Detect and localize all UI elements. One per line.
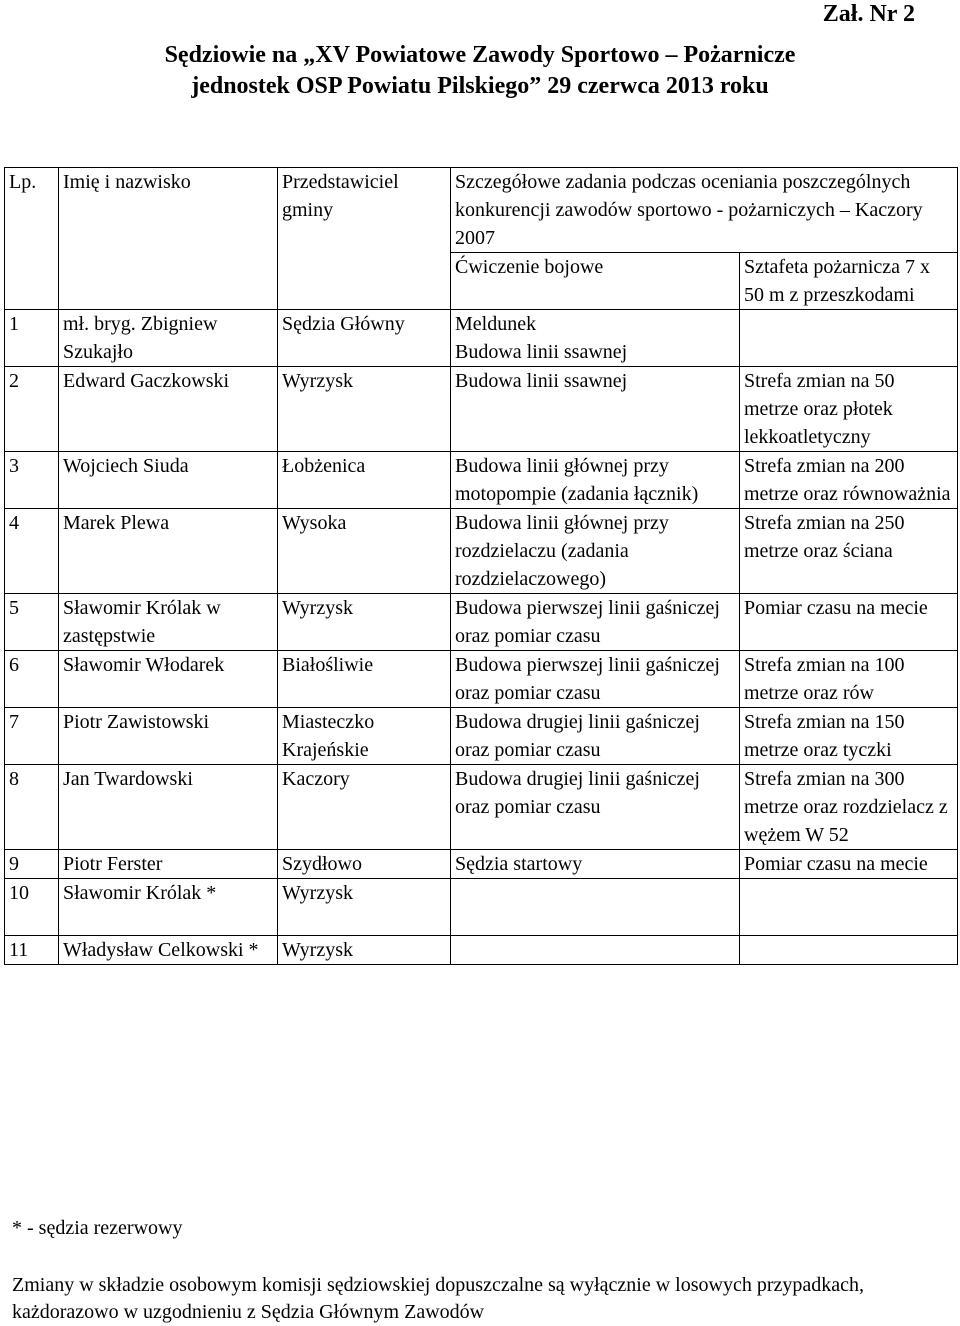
table-row: [5, 367, 958, 452]
attachment-label: Zał. Nr 2: [822, 1, 915, 27]
cell-name: mł. bryg. Zbigniew Szukajło: [59, 310, 278, 367]
cell-relay: Strefa zmian na 250 metrze oraz ściana: [740, 509, 958, 594]
cell-commune: Miasteczko Krajeńskie: [278, 708, 451, 765]
table-row: [5, 708, 958, 765]
cell-name: Piotr Ferster: [59, 850, 278, 879]
cell-name: Jan Twardowski: [59, 765, 278, 850]
header-lp: Lp.: [5, 168, 59, 310]
header-relay: Sztafeta pożarnicza 7 x 50 m z przeszkodami: [740, 253, 958, 310]
cell-lp: 2: [5, 367, 59, 452]
cell-name: Sławomir Królak w zastępstwie: [59, 594, 278, 651]
cell-combat: Budowa drugiej linii gaśniczej oraz pomiar czasu: [451, 708, 740, 765]
cell-relay: Pomiar czasu na mecie: [740, 850, 958, 879]
table-row: [5, 879, 958, 936]
table-row: [5, 509, 958, 594]
cell-lp: 1: [5, 310, 59, 367]
header-name: Imię i nazwisko: [59, 168, 278, 310]
cell-name: Wojciech Siuda: [59, 452, 278, 509]
table-row: [5, 310, 958, 367]
cell-commune: Wyrzysk: [278, 879, 451, 936]
cell-name: Edward Gaczkowski: [59, 367, 278, 452]
cell-combat: [451, 879, 740, 936]
info-note: Zmiany w składzie osobowym komisji sędziowskiej dopuszczalne są wyłącznie w losowych przypadkach, każdorazowo w uzgodnieniu z Sędzia Głównym Zawodów: [12, 1274, 865, 1323]
table-row: [5, 651, 958, 708]
cell-commune: Wysoka: [278, 509, 451, 594]
cell-commune: Białośliwie: [278, 651, 451, 708]
cell-lp: 5: [5, 594, 59, 651]
header-combat: Ćwiczenie bojowe: [451, 253, 740, 310]
cell-relay: Strefa zmian na 150 metrze oraz tyczki: [740, 708, 958, 765]
cell-combat: [451, 310, 740, 367]
header-commune: Przedstawiciel gminy: [278, 168, 451, 310]
cell-combat: Budowa linii ssawnej: [451, 367, 740, 452]
cell-lp: 9: [5, 850, 59, 879]
judges-table: [4, 167, 958, 965]
cell-relay: Pomiar czasu na mecie: [740, 594, 958, 651]
cell-relay: Strefa zmian na 200 metrze oraz równoważnia: [740, 452, 958, 509]
cell-name: Władysław Celkowski *: [59, 936, 278, 965]
page-title: [0, 40, 960, 102]
title-line-2: jednostek OSP Powiatu Pilskiego” 29 czerwca 2013 roku: [191, 73, 769, 99]
cell-lp: 8: [5, 765, 59, 850]
cell-lp: 7: [5, 708, 59, 765]
cell-relay: Strefa zmian na 50 metrze oraz płotek lekkoatletyczny: [740, 367, 958, 452]
header-tasks: Szczegółowe zadania podczas oceniania poszczególnych konkurencji zawodów sportowo - pożarniczych – Kaczory 2007: [451, 168, 958, 253]
cell-lp: 11: [5, 936, 59, 965]
cell-combat: Sędzia startowy: [451, 850, 740, 879]
table-row: [5, 936, 958, 965]
table-row: [5, 452, 958, 509]
cell-commune: Kaczory: [278, 765, 451, 850]
cell-commune: Łobżenica: [278, 452, 451, 509]
cell-name: Marek Plewa: [59, 509, 278, 594]
table-row: [5, 594, 958, 651]
cell-relay: [740, 936, 958, 965]
cell-commune: Wyrzysk: [278, 367, 451, 452]
cell-commune: Wyrzysk: [278, 936, 451, 965]
cell-relay: Strefa zmian na 300 metrze oraz rozdzielacz z wężem W 52: [740, 765, 958, 850]
cell-relay: [740, 310, 958, 367]
cell-relay: [740, 879, 958, 936]
cell-name: Sławomir Włodarek: [59, 651, 278, 708]
cell-combat: Budowa pierwszej linii gaśniczej oraz pomiar czasu: [451, 651, 740, 708]
cell-commune: Sędzia Główny: [278, 310, 451, 367]
cell-commune: Wyrzysk: [278, 594, 451, 651]
cell-combat: Budowa pierwszej linii gaśniczej oraz pomiar czasu: [451, 594, 740, 651]
cell-combat: [451, 936, 740, 965]
cell-lp: 6: [5, 651, 59, 708]
cell-combat-line: Meldunek: [455, 313, 537, 335]
title-line-1: Sędziowie na „XV Powiatowe Zawody Sportowo – Pożarnicze: [164, 42, 796, 68]
cell-combat: Budowa drugiej linii gaśniczej oraz pomiar czasu: [451, 765, 740, 850]
reserve-footnote: * - sędzia rezerwowy: [12, 1217, 183, 1239]
cell-lp: 4: [5, 509, 59, 594]
table-header-row: [5, 168, 958, 253]
cell-name: Sławomir Królak *: [59, 879, 278, 936]
cell-name: Piotr Zawistowski: [59, 708, 278, 765]
cell-lp: 3: [5, 452, 59, 509]
cell-combat: Budowa linii głównej przy rozdzielaczu (zadania rozdzielaczowego): [451, 509, 740, 594]
cell-lp: 10: [5, 879, 59, 936]
table-row: [5, 765, 958, 850]
cell-combat-line: Budowa linii ssawnej: [455, 341, 628, 363]
cell-relay: Strefa zmian na 100 metrze oraz rów: [740, 651, 958, 708]
table-row: [5, 850, 958, 879]
cell-commune: Szydłowo: [278, 850, 451, 879]
cell-combat: Budowa linii głównej przy motopompie (zadania łącznik): [451, 452, 740, 509]
